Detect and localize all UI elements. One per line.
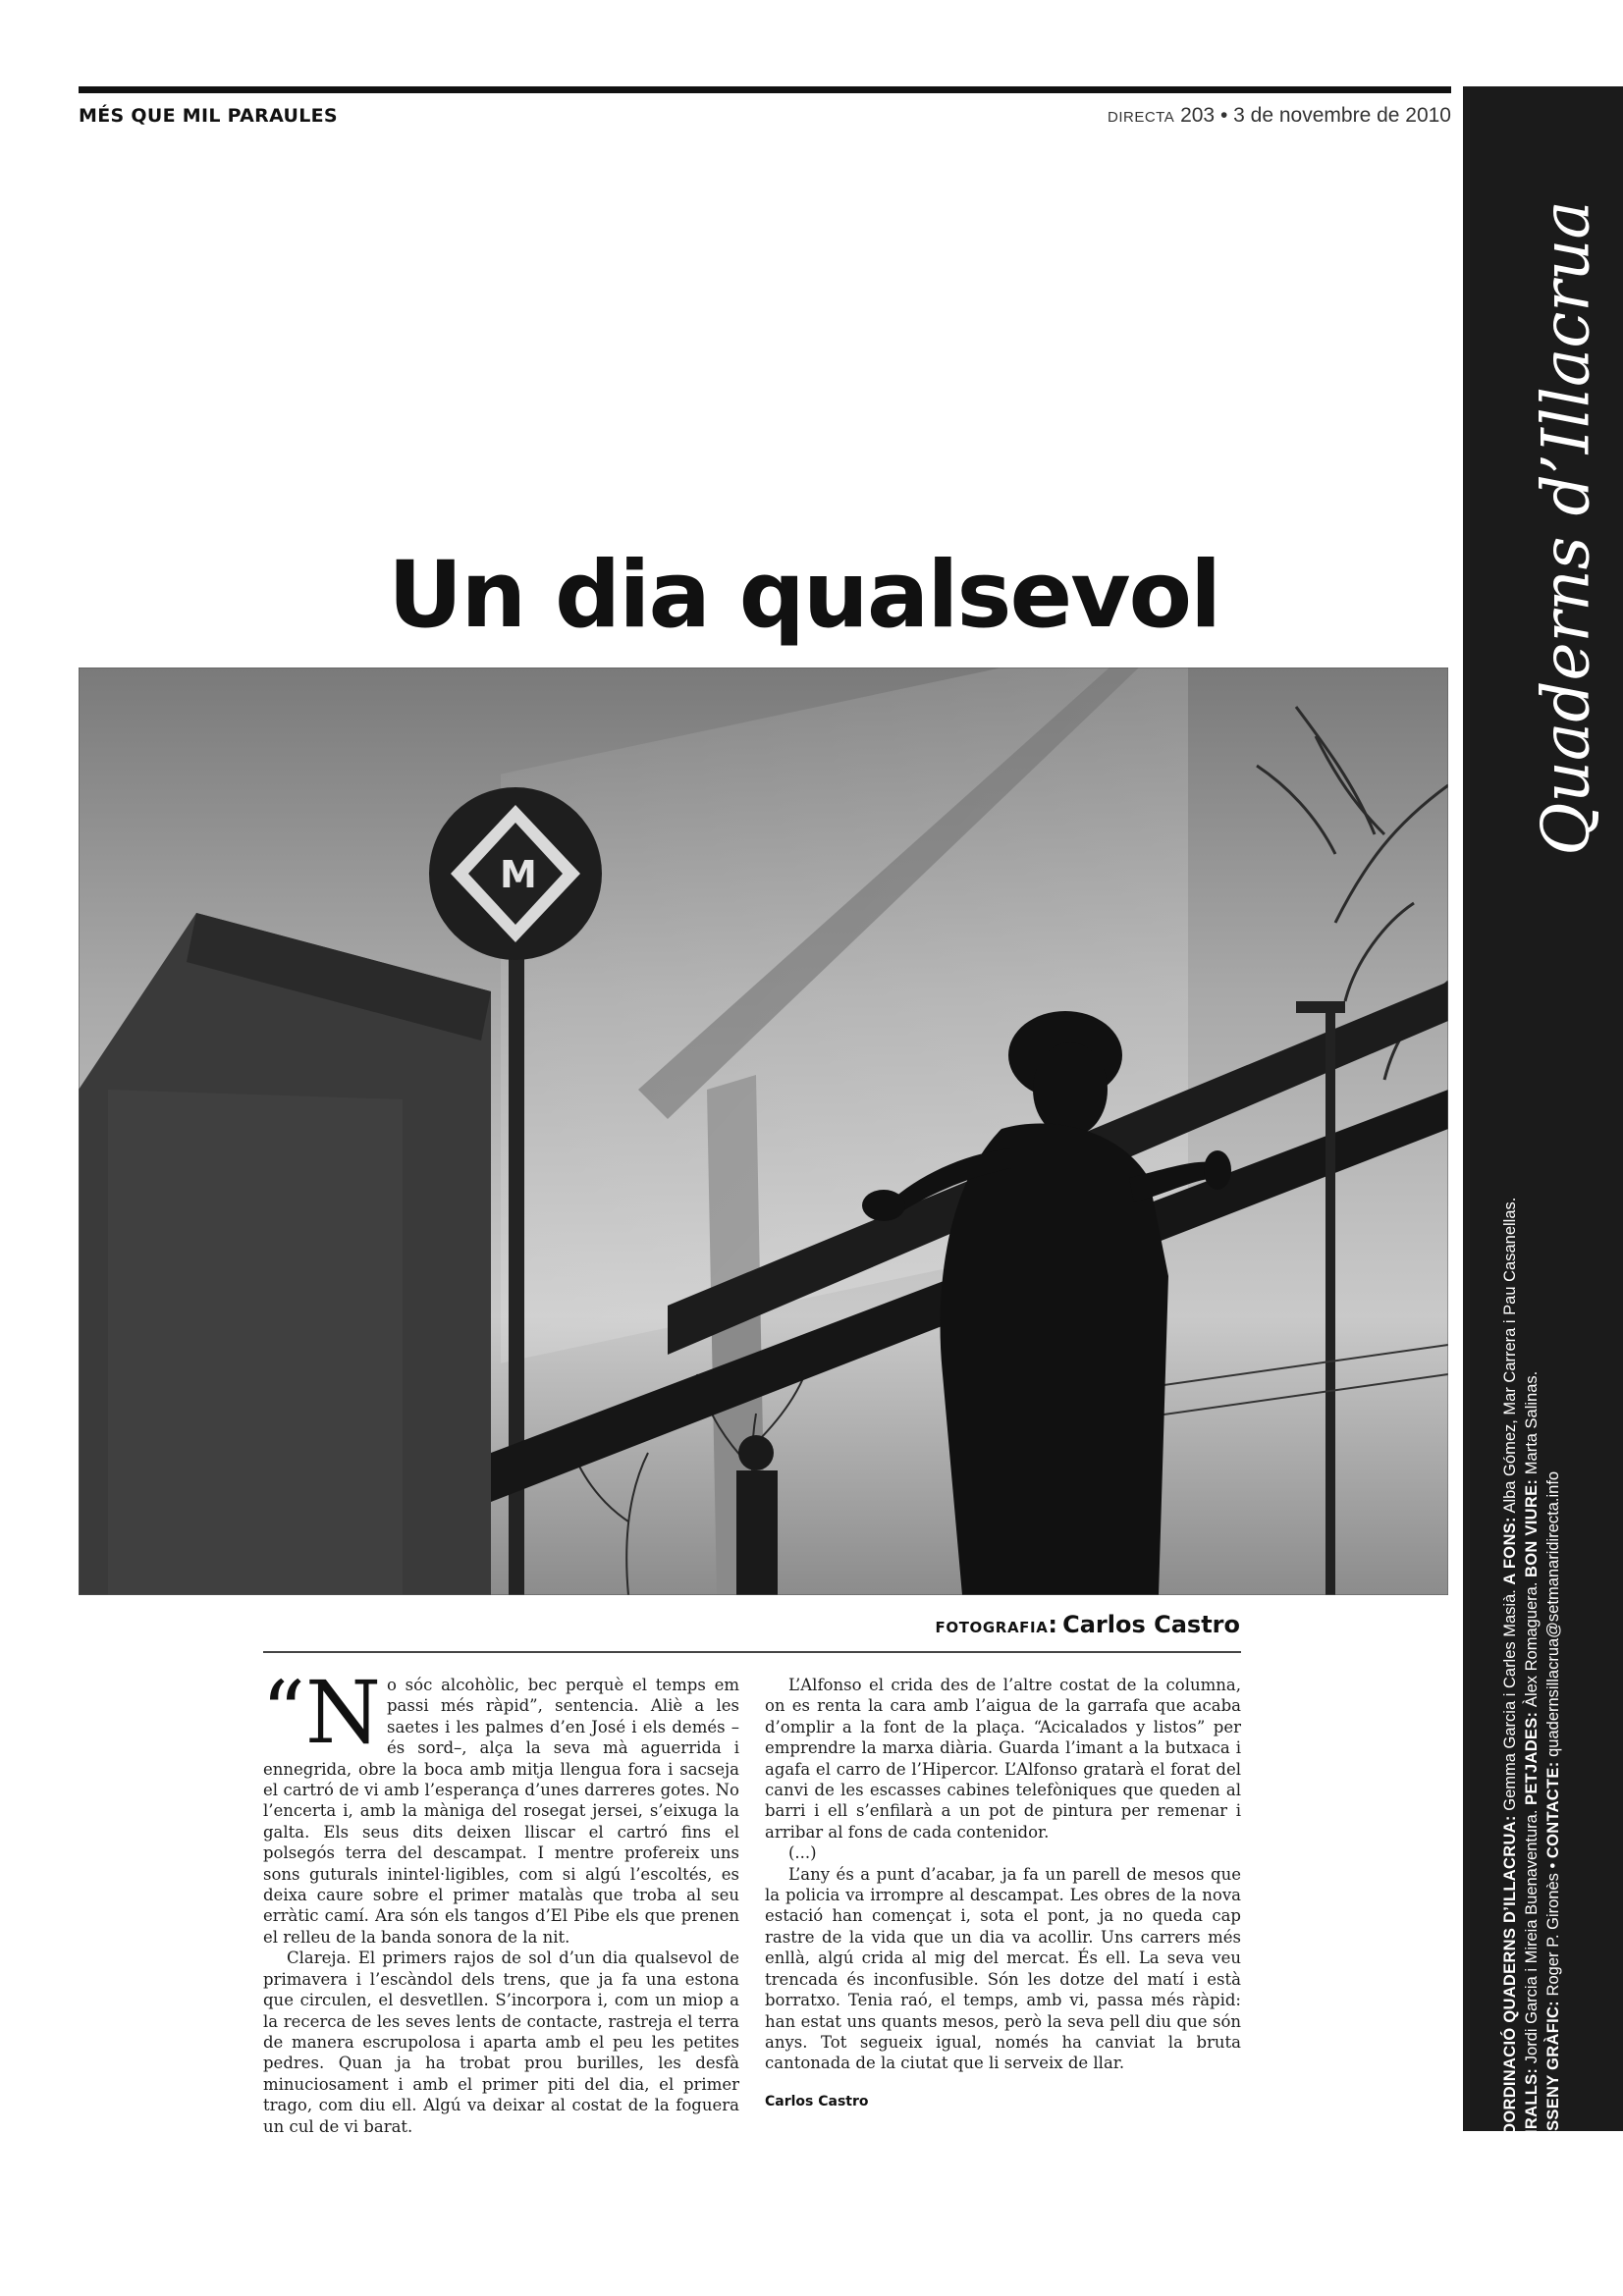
article-paragraph: L’Alfonso el crida des de l’altre costat de la columna, on es renta la cara amb l’aigua de la garrafa que acaba d’omplir a la font de la plaça. “Acicalados y listos” per emprendre la marxa diària. Guarda l’imant a la butxaca i agafa el carro de l’Hipercor. L’Alfonso gratarà el forat del canvi de les escasses cabines telefòniques que queden al barri i ell s’enfilarà a un pot de pintura per remenar i arribar al fons de cada contenidor. <box>765 1676 1241 1842</box>
photo-credit-colon: : <box>1048 1611 1058 1638</box>
article-paragraph <box>261 1662 739 1948</box>
issue-info <box>1108 104 1451 128</box>
credit-rule <box>263 1651 1241 1653</box>
article-paragraph: L’any és a punt d’acabar, ja fa un parell de mesos que la policia va irrompre al descampat. Les obres de la nova estació han començat i, sota el pont, ja no queda cap rastre de la vida que un dia va acollir. Uns carrers més enllà, algú crida al mig del mercat. És ell. La seva veu trencada és inconfusible. Són les dotze del matí i està borratxo. Tenia raó, el temps, amb vi, passa més ràpid: han estat uns quants mesos, però la seva pell diu que són anys. Tot segueix igual, només ha canviat la bruta cantonada de la ciutat que li serveix de llar. <box>765 1864 1241 2073</box>
article-column-1 <box>261 1662 739 2137</box>
credits-label: MIRALLS: <box>1523 2067 1541 2148</box>
contact-email[interactable]: quadernsillacrua@setmanaridirecta.info <box>1544 1470 1562 1757</box>
credits-line <box>1521 1156 1542 2148</box>
section-label: MÉS QUE MIL PARAULES <box>79 105 338 127</box>
credits-label: A FONS: <box>1501 1517 1519 1585</box>
credits-text: Àlex Romaguera. <box>1523 1581 1541 1708</box>
author-byline: Carlos Castro <box>765 2093 869 2109</box>
credits-text: Roger P. Gironès • <box>1544 1862 1562 1997</box>
article-photo <box>79 667 1448 1595</box>
credits-line <box>1542 1156 1564 2148</box>
credits-text: Alba Gómez, Mar Carrera i Pau Casanellas. <box>1501 1197 1519 1514</box>
top-rule <box>79 86 1451 93</box>
photo-credit-label: FOTOGRAFIA <box>935 1619 1049 1636</box>
photo-credit <box>936 1611 1240 1638</box>
paragraph-text: o sóc alcohòlic, bec perquè el temps em passi més ràpid”, sentencia. Aliè a les saetes i les palmes d’en José i els demés –és sord–, alça la seva mà aguerrida i ennegrida, obre la boca amb mitja llengua fora i sacseja el cartró de vi amb l’esperança d’unes darreres gotes. No l’encerta i, amb la màniga del rosegat jersei, s’eixuga la galta. Els seus dits deixen lliscar el cartró fins el polsegós terra del descampat. I mentre profereix uns sons guturals inintel·ligibles, com si algú l’escoltés, es deixa caure sobre el primer matalàs que troba al seu erràtic camí. Ara són els tangos d’El Pibe els que prenen el relleu de la banda sonora de la nit. <box>263 1676 739 1947</box>
headline: Un dia qualsevol <box>388 542 1220 649</box>
credits-text: Gemma Garcia i Carles Masià. <box>1501 1589 1519 1811</box>
article-ellipsis: (...) <box>788 1843 817 1863</box>
publication-name: DIRECTA <box>1107 109 1175 126</box>
credits-line <box>1499 1156 1521 2148</box>
article-paragraph: Clareja. El primers rajos de sol d’un dia qualsevol de primavera i l’escàndol dels trens, que ja fa una estona que circulen, el desvetllen. S’incorpora i, com un miop a la recerca de les seves lents de contacte, rastreja el terra de manera escrupolosa i aparta amb el peu les petites pedres. Quan ja ha trobat prou burilles, les desfà minuciosament i amb el primer piti del dia, el primer trago, com diu ell. Algú va deixar al costat de la foguera un cul de vi barat. <box>263 1949 739 2136</box>
separator: • <box>1219 104 1228 127</box>
issue-date: 3 de novembre de 2010 <box>1233 104 1451 127</box>
credits-label: CONTACTE: <box>1544 1761 1562 1859</box>
article-column-2 <box>765 1675 1241 2112</box>
credits-label: BON VIURE: <box>1523 1478 1541 1577</box>
svg-text:M: M <box>500 853 537 896</box>
credits-label: PETJADES: <box>1523 1711 1541 1805</box>
credits-text: Marta Salinas. <box>1523 1370 1541 1475</box>
photo-credit-name: Carlos Castro <box>1062 1611 1240 1638</box>
issue-number: 203 <box>1180 104 1216 127</box>
supplement-title: Quaderns d’Illacrua <box>1528 200 1604 856</box>
dropcap-letter: N <box>305 1662 381 1763</box>
credits-label: DISSENY GRÀFIC: <box>1544 2001 1562 2148</box>
dropcap <box>261 1662 381 1763</box>
staff-credits <box>1499 1156 1564 2148</box>
sidebar <box>1463 86 1623 2148</box>
credits-text: Jordi Garcia i Mireia Buenaventura. <box>1523 1809 1541 2064</box>
dropcap-quote: “ <box>261 1662 305 1763</box>
credits-label: COORDINACIÓ QUADERNS D’ILLACRUA: <box>1501 1815 1519 2148</box>
